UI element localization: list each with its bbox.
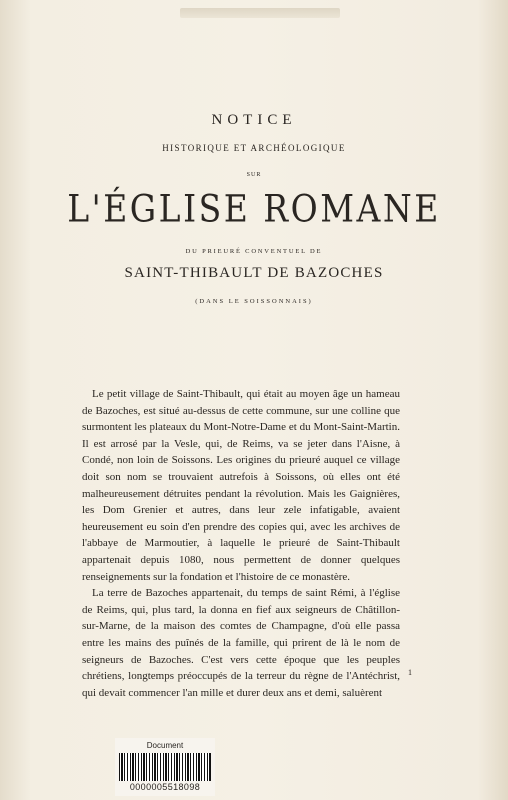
title-subtitle: HISTORIQUE ET ARCHÉOLOGIQUE — [162, 143, 346, 153]
paragraph-1: Le petit village de Saint-Thibault, qui était au moyen âge un hameau de Bazoches, est situé au-dessus de cette commune, sur une colline que surmontent les plateaux du Mont-Notre-Dame et du Mont-Saint-Martin. Il est arrosé par la Vesle, qui, de Reims, va se jeter dans l'Aisne, à Condé, non loin de Soissons. Les origines du prieuré auquel ce village doit son nom se trouvaient autrefois à Soissons, où elles ont été malheureusement détruites pendant la révolution. Mais les Gaignières, les Dom Grenier et autres, dans leur zele infatigable, avaient heureusement eu soin d'en prendre des copies qui, avec les archives de l'abbaye de Marmoutier, à laquelle le prieuré de Saint-Thibault appartenait depuis 1080, nous permettent de donner quelques renseignements sur la fondation et l'histoire de ce monastère. — [82, 388, 400, 583]
barcode-caption: Document — [146, 741, 184, 750]
library-stamp — [180, 8, 340, 18]
title-main: L'ÉGLISE ROMANE — [67, 186, 441, 231]
barcode-label — [115, 738, 215, 796]
title-prieure: DU PRIEURÉ CONVENTUEL DE — [185, 248, 323, 255]
body-text — [82, 386, 400, 701]
title-sur: SUR — [246, 172, 262, 178]
title-notice: NOTICE — [211, 112, 297, 128]
barcode-icon — [119, 753, 211, 781]
paragraph-2: La terre de Bazoches appartenait, du temps de saint Rémi, à l'église de Reims, qui, plus tard, la donna en fief aux seigneurs de Châtillon-sur-Marne, de la maison des comtes de Champagne, d'où elle passa entre les mains des puînés de la famille, qui prirent de là le nom de seigneurs de Bazoches. C'est vers cette époque que les peuples chrétiens, longtemps préoccupés de la terreur du règne de l'Antéchrist, qui devait commencer l'an mille et durer deux ans et demi, saluèrent — [82, 587, 400, 699]
folio-number: 1 — [408, 668, 412, 677]
barcode-number: 0000005518098 — [129, 782, 201, 792]
title-place: SAINT-THIBAULT DE BAZOCHES — [124, 265, 384, 281]
title-region: (DANS LE SOISSONNAIS) — [195, 298, 313, 305]
